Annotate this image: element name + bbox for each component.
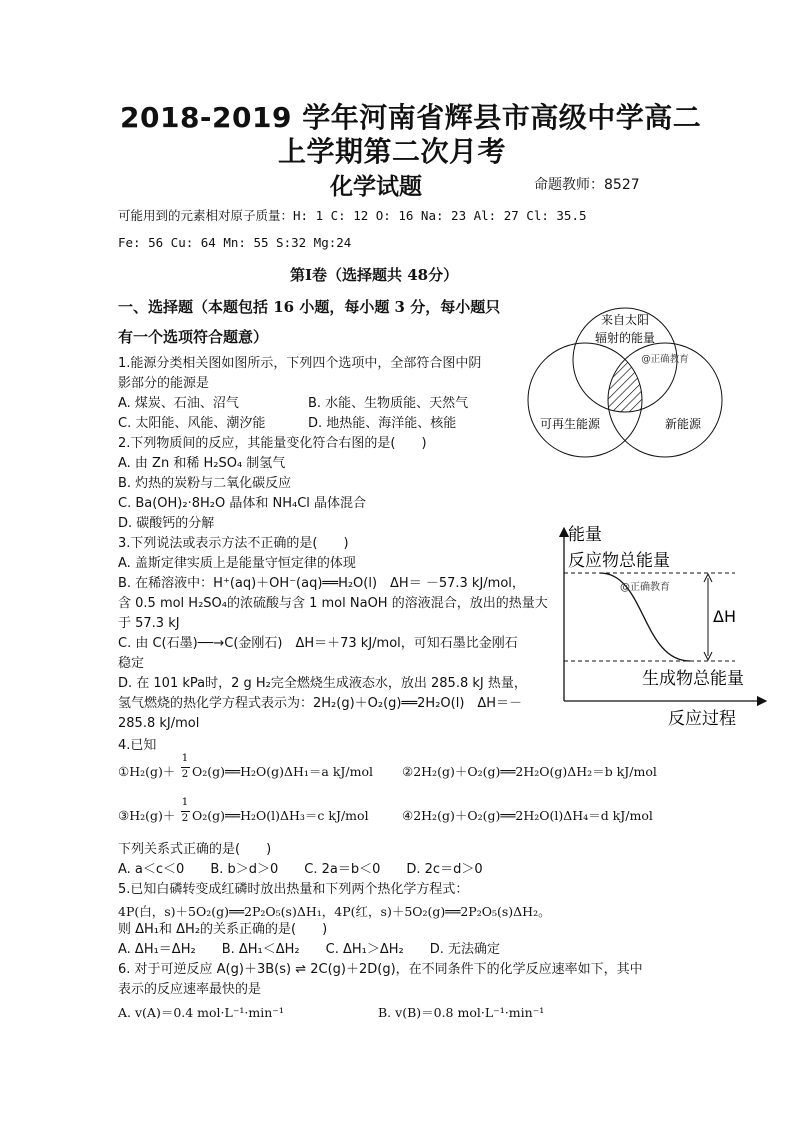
product-energy-label: 生成物总能量 bbox=[642, 669, 744, 689]
part1-title: 第Ⅰ卷（选择题共 48分） bbox=[290, 266, 459, 284]
q4-eq1-part-b: O₂(g)══H₂O(g)ΔH₁＝a kJ/mol bbox=[192, 764, 374, 779]
q1-option-d: D. 地热能、海洋能、核能 bbox=[308, 416, 457, 431]
page-title-line1: 2018-2019 学年河南省辉县市高级中学高二 bbox=[120, 101, 702, 134]
delta-h-label: ΔH bbox=[713, 607, 736, 626]
q4-eq3-frac-num: 1 bbox=[181, 796, 189, 808]
q1-stem-1: 1.能源分类相关图如图所示，下列四个选项中，全部符合图中阴 bbox=[118, 356, 482, 371]
q4-eq3-part-b: O₂(g)══H₂O(l)ΔH₃＝c kJ/mol bbox=[192, 808, 369, 823]
atomic-masses-line2: Fe: 56 Cu: 64 Mn: 55 S:32 Mg:24 bbox=[118, 235, 352, 250]
q6-stem-1: 6. 对于可逆反应 A(g)＋3B(s) ⇌ 2C(g)＋2D(g)，在不同条件下的化学反应速率如下，其中 bbox=[118, 962, 643, 977]
q3-option-d-3: 285.8 kJ/mol bbox=[118, 716, 200, 731]
q3-option-c-2: 稳定 bbox=[118, 656, 145, 671]
energy-diagram-watermark: @正确教育 bbox=[620, 582, 670, 593]
q5-equations: 4P(白，s)＋5O₂(g)══2P₂O₅(s)ΔH₁，4P(红，s)＋5O₂(g)══2P₂O₅(s)ΔH₂。 bbox=[118, 904, 551, 919]
q2-option-a: A. 由 Zn 和稀 H₂SO₄ 制氢气 bbox=[118, 456, 286, 471]
section-heading-line2: 有一个选项符合题意） bbox=[118, 328, 269, 346]
energy-venn-diagram bbox=[520, 300, 730, 460]
energy-x-axis-label: 反应过程 bbox=[668, 709, 736, 729]
q3-stem: 3.下列说法或表示方法不正确的是( ) bbox=[118, 536, 349, 551]
venn-label-solar-2: 辐射的能量 bbox=[594, 331, 656, 345]
q4-eq1-frac-den: 2 bbox=[181, 768, 189, 780]
venn-label-renewable: 可再生能源 bbox=[539, 417, 601, 431]
venn-label-solar-1: 来自太阳 bbox=[600, 313, 650, 327]
q3-option-c-1: C. 由 C(石墨)──→C(金刚石) ΔH＝＋73 kJ/mol，可知石墨比金刚石 bbox=[118, 636, 518, 651]
q1-option-a: A. 煤炭、石油、沼气 bbox=[118, 396, 239, 411]
q4-stem: 4.已知 bbox=[118, 738, 157, 753]
q1-option-c: C. 太阳能、风能、潮汐能 bbox=[118, 416, 266, 431]
q3-option-b-2: 含 0.5 mol H₂SO₄的浓硫酸与含 1 mol NaOH 的溶液混合，放出的热量大 bbox=[118, 596, 548, 611]
page-title-line2: 上学期第二次月考 bbox=[278, 135, 507, 168]
q4-ask: 下列关系式正确的是( ) bbox=[118, 842, 272, 857]
q5-ask: 则 ΔH₁和 ΔH₂的关系正确的是( ) bbox=[118, 922, 328, 937]
section-heading-line1: 一、选择题（本题包括 16 小题，每小题 3 分，每小题只 bbox=[118, 298, 501, 316]
q3-option-d-2: 氢气燃烧的热化学方程式表示为：2H₂(g)＋O₂(g)══2H₂O(l) ΔH＝－ bbox=[118, 696, 523, 711]
subject-title: 化学试题 bbox=[330, 173, 422, 200]
q3-option-b-3: 于 57.3 kJ bbox=[118, 616, 180, 631]
q2-option-b: B. 灼热的炭粉与二氧化碳反应 bbox=[118, 476, 292, 491]
q1-stem-2: 影部分的能源是 bbox=[118, 376, 210, 391]
q3-option-a: A. 盖斯定律实质上是能量守恒定律的体现 bbox=[118, 556, 356, 571]
q2-option-c: C. Ba(OH)₂·8H₂O 晶体和 NH₄Cl 晶体混合 bbox=[118, 496, 367, 511]
q2-stem: 2.下列物质间的反应，其能量变化符合右图的是( ) bbox=[118, 436, 427, 451]
q4-options: A. a＜c＜0 B. b＞d＞0 C. 2a＝b＜0 D. 2c＝d＞0 bbox=[118, 862, 483, 877]
q1-option-b: B. 水能、生物质能、天然气 bbox=[308, 396, 469, 411]
q5-stem: 5.已知白磷转变成红磷时放出热量和下列两个热化学方程式： bbox=[118, 882, 469, 897]
q6-option-b: B. v(B)＝0.8 mol·L⁻¹·min⁻¹ bbox=[378, 1005, 545, 1020]
q4-eq3-part-a: ③H₂(g)＋ bbox=[118, 808, 176, 823]
q4-eq2: ②2H₂(g)＋O₂(g)══2H₂O(g)ΔH₂＝b kJ/mol bbox=[402, 764, 657, 779]
atomic-masses-line1: 可能用到的元素相对原子质量：H: 1 C: 12 O: 16 Na: 23 Al: 27 Cl: 35.5 bbox=[118, 208, 587, 223]
q6-stem-2: 表示的反应速率最快的是 bbox=[118, 982, 262, 997]
q4-eq1-frac-num: 1 bbox=[181, 752, 189, 764]
reactant-energy-label: 反应物总能量 bbox=[568, 551, 670, 571]
q5-options: A. ΔH₁＝ΔH₂ B. ΔH₁＜ΔH₂ C. ΔH₁＞ΔH₂ D. 无法确定 bbox=[118, 942, 501, 957]
q3-option-b-1: B. 在稀溶液中：H⁺(aq)＋OH⁻(aq)══H₂O(l) ΔH＝ －57.3 kJ/mol， bbox=[118, 576, 525, 591]
venn-watermark: @正确教育 bbox=[641, 354, 689, 365]
q6-option-a: A. v(A)＝0.4 mol·L⁻¹·min⁻¹ bbox=[118, 1005, 284, 1020]
q4-eq3-frac-den: 2 bbox=[181, 812, 189, 824]
q4-eq4: ④2H₂(g)＋O₂(g)══2H₂O(l)ΔH₄＝d kJ/mol bbox=[402, 808, 653, 823]
venn-label-new-energy: 新能源 bbox=[664, 417, 702, 431]
q2-option-d: D. 碳酸钙的分解 bbox=[118, 516, 215, 531]
q3-option-d-1: D. 在 101 kPa时，2 g H₂完全燃烧生成液态水，放出 285.8 kJ 热量， bbox=[118, 676, 527, 691]
q4-eq1-part-a: ①H₂(g)＋ bbox=[118, 764, 176, 779]
teacher-credit: 命题教师：8527 bbox=[534, 177, 640, 193]
energy-profile-diagram bbox=[530, 518, 770, 733]
energy-y-axis-label: 能量 bbox=[568, 525, 602, 545]
